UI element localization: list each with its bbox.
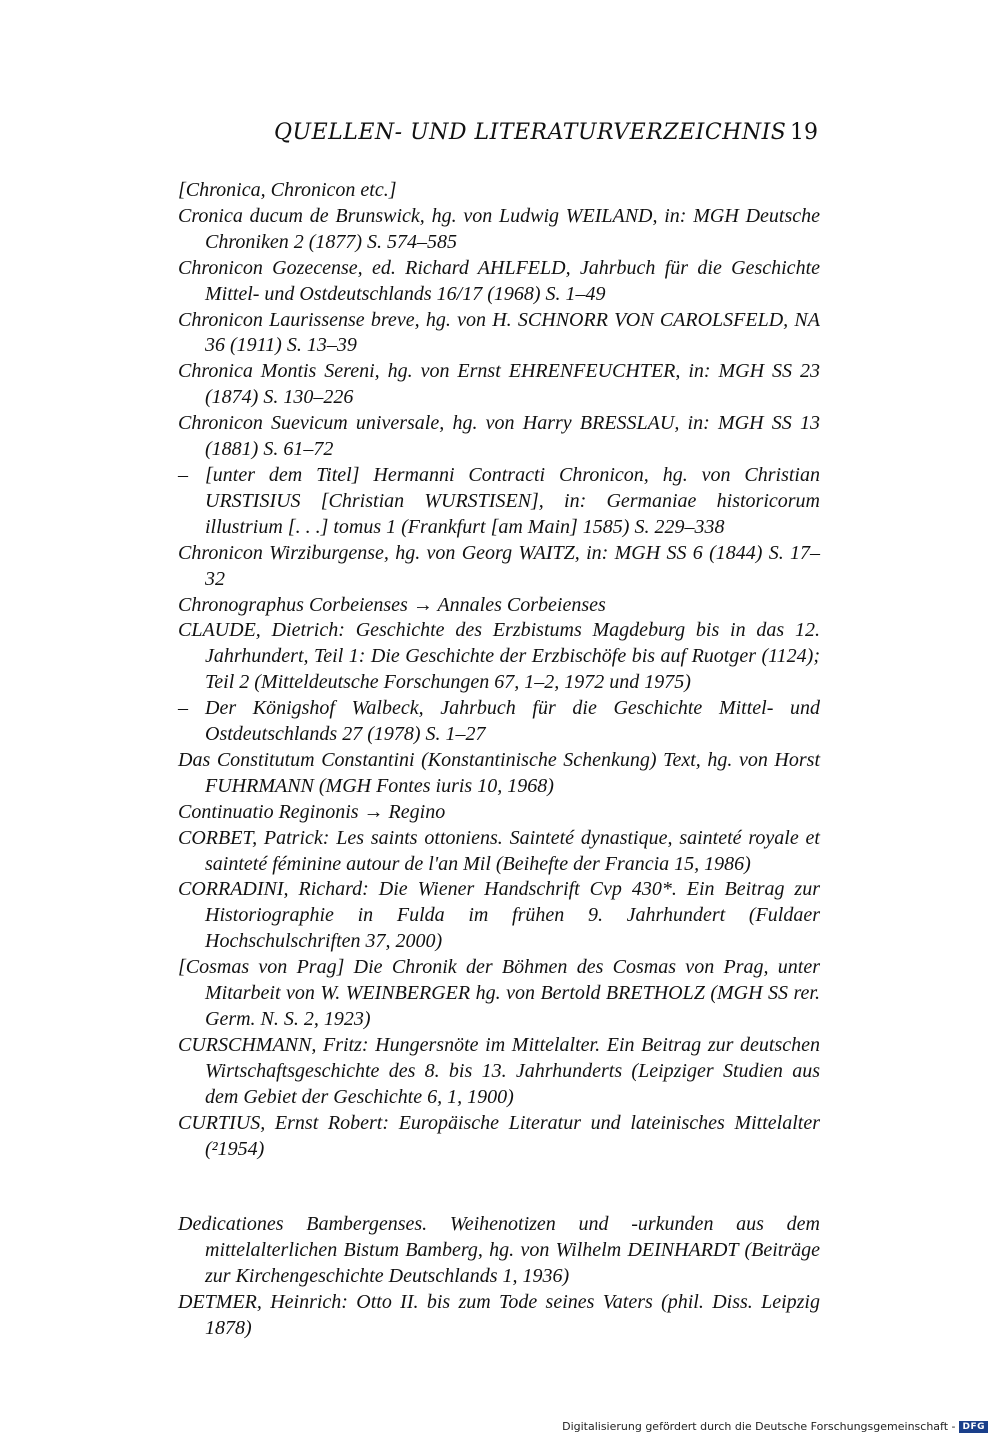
bibliography-subentry: – [unter dem Titel] Hermanni Contracti Chronicon, hg. von Christian URSTISIUS [Christian WURSTISEN], in: Germaniae historicorum illustrium [. . .] tomus 1 (Frankfurt [am Main] 1585) S. 229–338 bbox=[178, 463, 820, 541]
bibliography-entry: Chronicon Laurissense breve, hg. von H. SCHNORR VON CAROLSFELD, NA 36 (1911) S. 13–39 bbox=[178, 308, 820, 357]
bibliography-entry: CURTIUS, Ernst Robert: Europäische Literatur und lateinisches Mittelalter (²1954) bbox=[178, 1111, 820, 1160]
bibliography-entry: CORRADINI, Richard: Die Wiener Handschrift Cvp 430*. Ein Beitrag zur Historiographie in Fulda im frühen 9. Jahrhundert (Fuldaer Hochschulschriften 37, 2000) bbox=[178, 878, 820, 953]
bibliography-entry: CORBET, Patrick: Les saints ottoniens. Sainteté dynastique, sainteté royale et sainteté féminine autour de l'an Mil (Beihefte der Francia 15, 1986) bbox=[178, 826, 820, 875]
bibliography-entry: Cronica ducum de Brunswick, hg. von Ludwig WEILAND, in: MGH Deutsche Chroniken 2 (1877) S. 574–585 bbox=[178, 204, 820, 253]
credit-text: Digitalisierung gefördert durch die Deutsche Forschungsgemeinschaft - bbox=[562, 1420, 956, 1433]
bibliography-subentry: – Der Königshof Walbeck, Jahrbuch für die Geschichte Mittel- und Ostdeutschlands 27 (1978) S. 1–27 bbox=[178, 696, 820, 748]
running-head: QUELLEN- UND LITERATURVERZEICHNIS bbox=[274, 120, 787, 145]
bibliography-entry: Das Constitutum Constantini (Konstantinische Schenkung) Text, hg. von Horst FUHRMANN (MGH Fontes iuris 10, 1968) bbox=[178, 748, 820, 797]
page-number: 19 bbox=[790, 120, 818, 145]
bibliography-list bbox=[178, 178, 820, 1342]
digitization-credit bbox=[562, 1420, 988, 1433]
bibliography-entry: Chronographus Corbeienses → Annales Corbeienses bbox=[178, 593, 606, 616]
bibliography-entry: CURSCHMANN, Fritz: Hungersnöte im Mittelalter. Ein Beitrag zur deutschen Wirtschaftsgeschichte des 8. bis 13. Jahrhunderts (Leipziger Studien aus dem Gebiet der Geschichte 6, 1, 1900) bbox=[178, 1033, 820, 1108]
bibliography-entry: Dedicationes Bambergenses. Weihenotizen und -urkunden aus dem mittelalterlichen Bistum Bamberg, hg. von Wilhelm DEINHARDT (Beiträge zur Kirchengeschichte Deutschlands 1, 1936) bbox=[178, 1213, 820, 1288]
bibliography-entry: Chronicon Gozecense, ed. Richard AHLFELD, Jahrbuch für die Geschichte Mittel- und Ostdeutschlands 16/17 (1968) S. 1–49 bbox=[178, 256, 820, 305]
dfg-logo: DFG bbox=[959, 1421, 988, 1433]
bibliography-entry: Chronica Montis Sereni, hg. von Ernst EHRENFEUCHTER, in: MGH SS 23 (1874) S. 130–226 bbox=[178, 360, 820, 409]
bibliography-entry: Chronicon Suevicum universale, hg. von Harry BRESSLAU, in: MGH SS 13 (1881) S. 61–72 bbox=[178, 412, 820, 461]
bibliography-entry: Chronicon Wirziburgense, hg. von Georg WAITZ, in: MGH SS 6 (1844) S. 17–32 bbox=[178, 541, 820, 590]
bibliography-entry: DETMER, Heinrich: Otto II. bis zum Tode seines Vaters (phil. Diss. Leipzig 1878) bbox=[178, 1291, 820, 1340]
page-header bbox=[178, 120, 818, 154]
bibliography-entry: [Cosmas von Prag] Die Chronik der Böhmen des Cosmas von Prag, unter Mitarbeit von W. WEINBERGER hg. von Bertold BRETHOLZ (MGH SS rer. Germ. N. S. 2, 1923) bbox=[178, 956, 820, 1030]
section-gap bbox=[178, 1162, 820, 1212]
bibliography-entry: CLAUDE, Dietrich: Geschichte des Erzbistums Magdeburg bis in das 12. Jahrhundert, Teil 1: Die Geschichte der Erzbischöfe bis auf Ruotger (1124); Teil 2 (Mitteldeutsche Forschungen 67, 1–2, 1972 und 1975) bbox=[178, 619, 820, 694]
bibliography-entry: [Chronica, Chronicon etc.] bbox=[178, 179, 397, 201]
bibliography-entry: Continuatio Reginonis → Regino bbox=[178, 800, 446, 823]
